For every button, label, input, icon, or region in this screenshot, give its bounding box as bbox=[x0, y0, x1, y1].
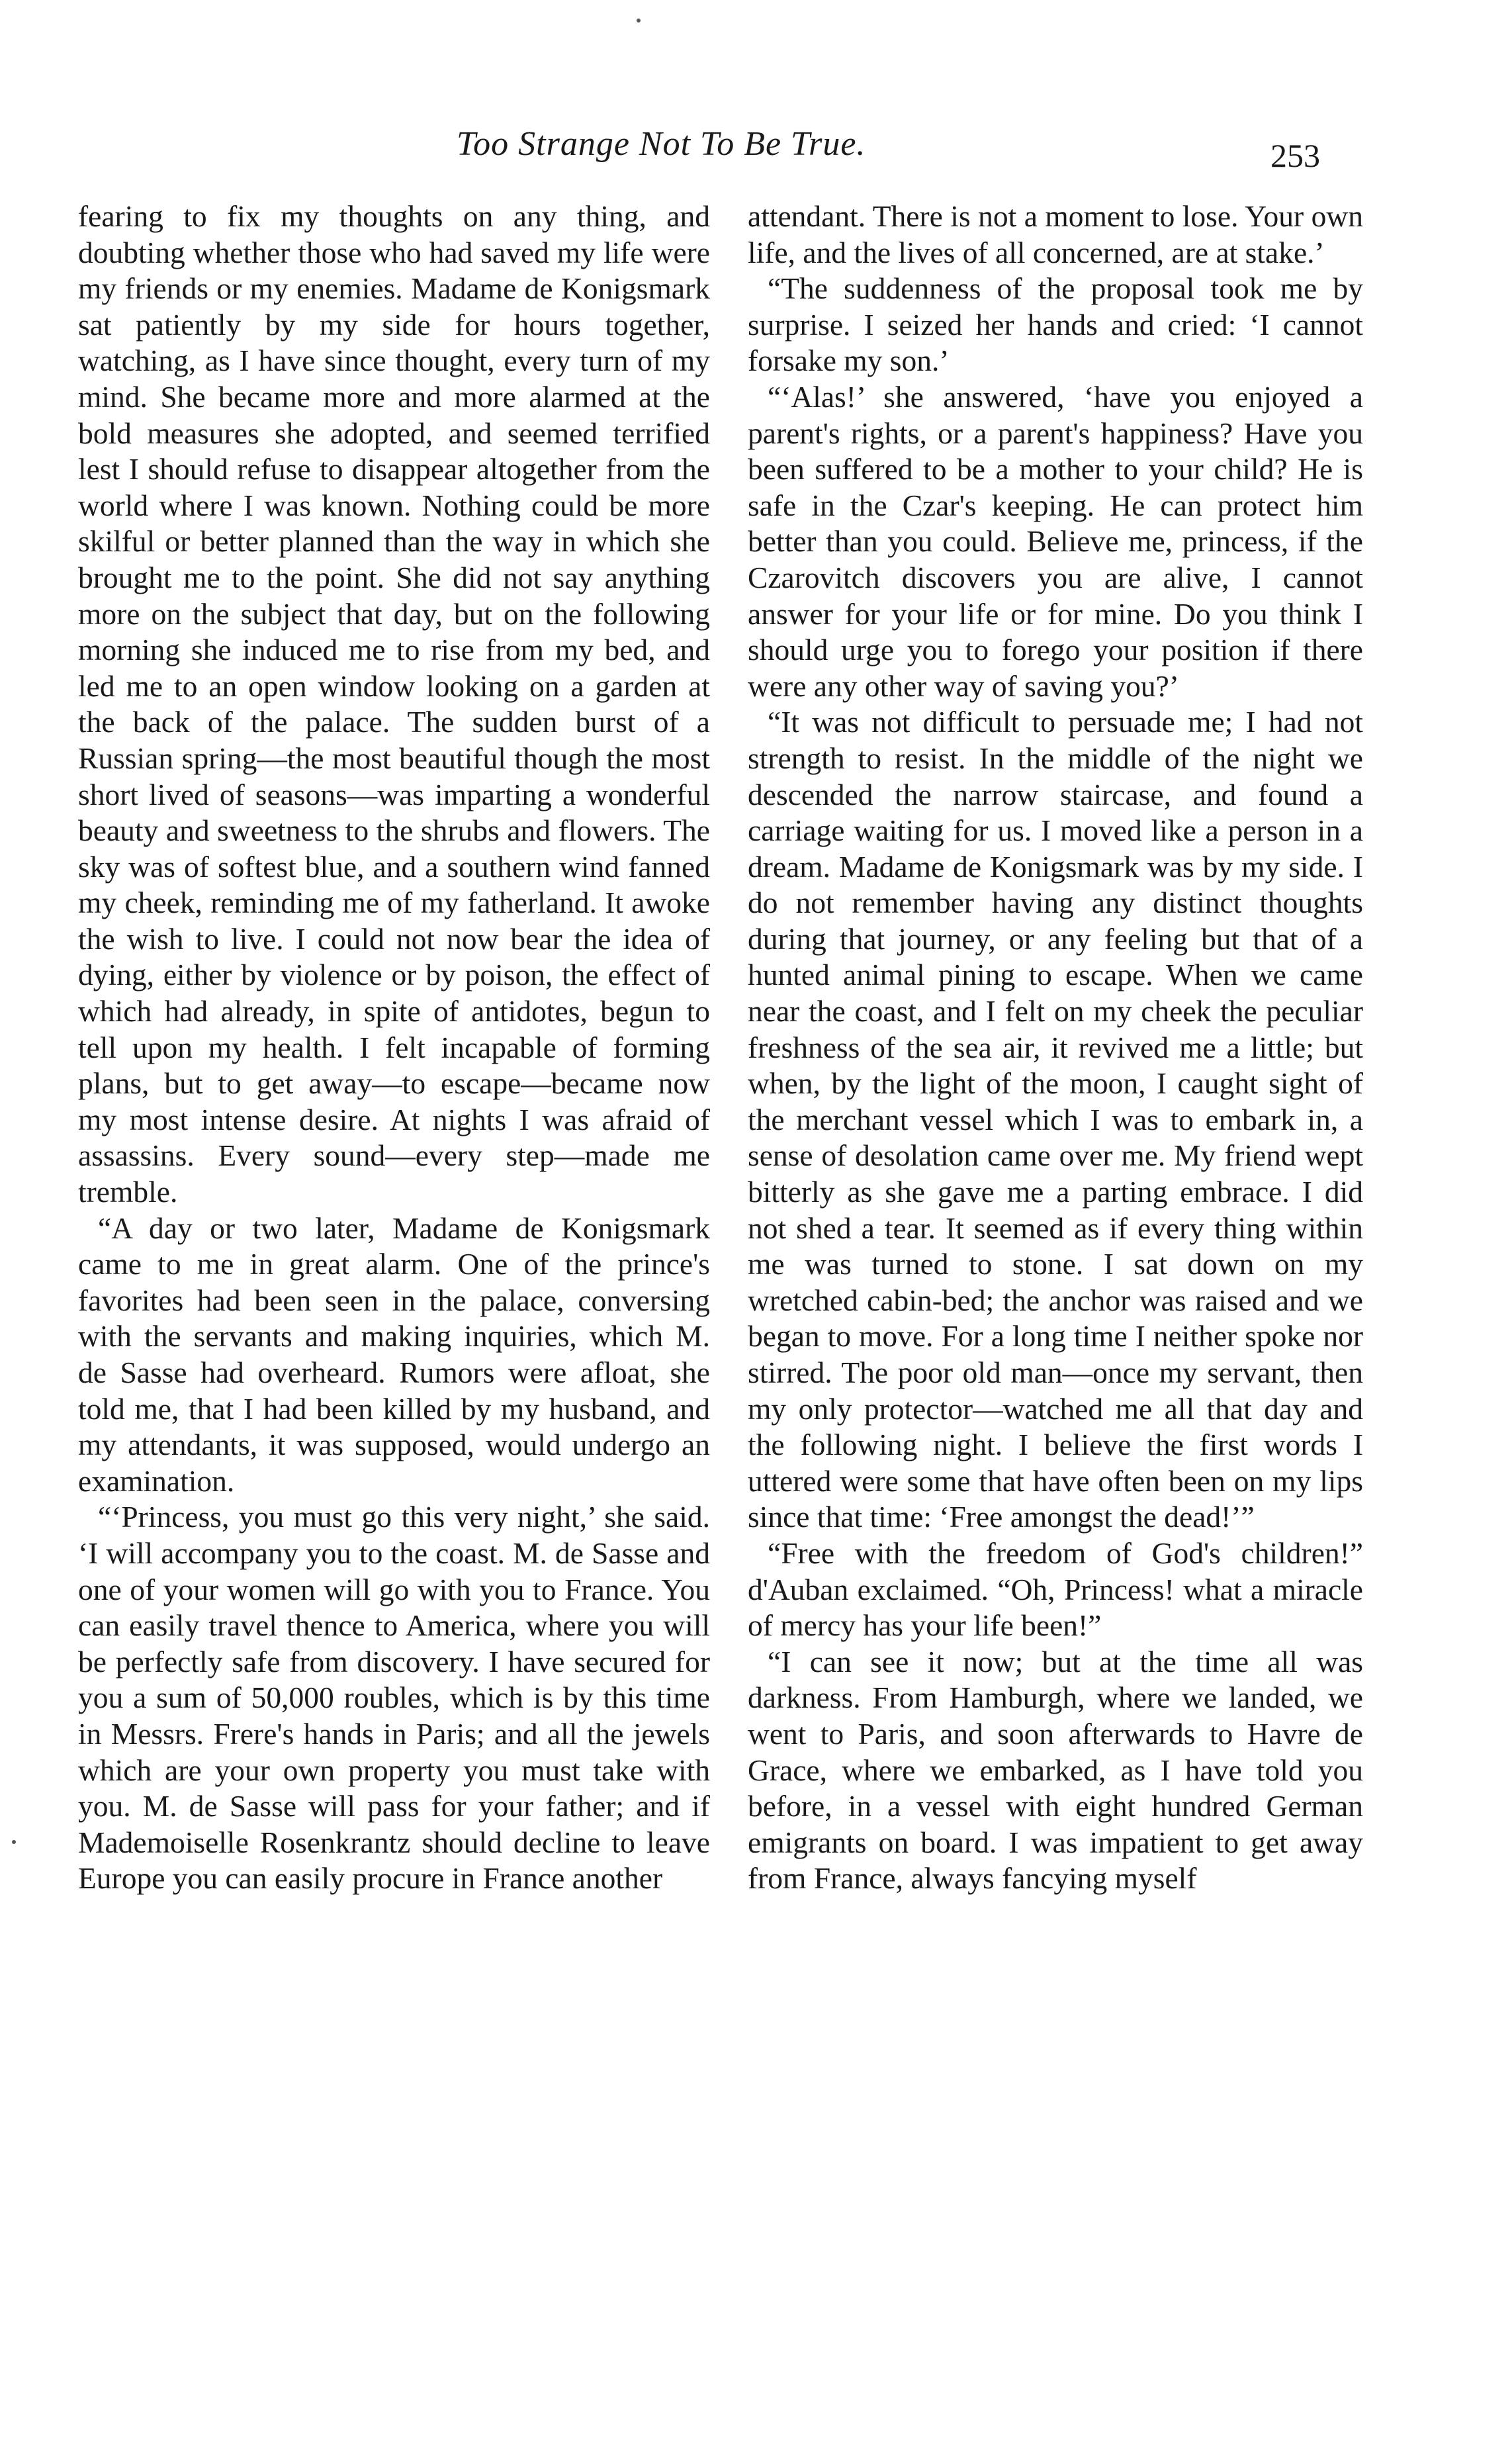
print-speck bbox=[12, 1840, 16, 1844]
paragraph: “I can see it now; but at the time all was darkness. From Hamburgh, where we landed, we went to Paris, and soon afterwards to Havre de Grace, where we embarked, as I have told you before, in a vessel with eight hundred German emigrants on board. I was impatient to get away from France, always fancying myself bbox=[748, 1644, 1363, 1896]
paragraph: “It was not difficult to persuade me; I had not strength to resist. In the middle of the night we descended the narrow staircase, and found a carriage waiting for us. I moved like a person in a dream. Madame de Konigsmark was by my side. I do not remember having any distinct thoughts during that journey, or any feeling but that of a hunted animal pining to escape. When we came near the coast, and I felt on my cheek the peculiar freshness of the sea air, it revived me a little; but when, by the light of the moon, I caught sight of the merchant vessel which I was to embark in, a sense of desolation came over me. My friend wept bitterly as she gave me a parting embrace. I did not shed a tear. It seemed as if every thing within me was turned to stone. I sat down on my wretched cabin-bed; the anchor was raised and we began to move. For a long time I neither spoke nor stirred. The poor old man—once my servant, then my only protector—watched me all that day and the following night. I believe the first words I uttered were some that have often been on my lips since that time: ‘Free amongst the dead!’” bbox=[748, 705, 1363, 1534]
paragraph: “‘Princess, you must go this very night,’ she said. ‘I will accompany you to the coast. M. de Sasse and one of your women will go with you to France. You can easily travel thence to America, where you will be perfectly safe from discovery. I have secured for you a sum of 50,000 roubles, which is by this time in Messrs. Frere's hands in Paris; and all the jewels which are your own property you must take with you. M. de Sasse will pass for your father; and if Mademoiselle Rosenkrantz should decline to leave Europe you can easily procure in France another bbox=[78, 1500, 710, 1896]
right-column bbox=[748, 199, 1363, 1897]
paragraph: “A day or two later, Madame de Konigsmark came to me in great alarm. One of the prince's favorites had been seen in the palace, conversing with the servants and making inquiries, which M. de Sasse had overheard. Rumors were afloat, she told me, that I had been killed by my husband, and my attendants, it was supposed, would undergo an examination. bbox=[78, 1211, 710, 1498]
paragraph: “Free with the freedom of God's children!” d'Auban exclaimed. “Oh, Princess! what a miracle of mercy has your life been!” bbox=[748, 1536, 1363, 1643]
paragraph: “‘Alas!’ she answered, ‘have you enjoyed a parent's rights, or a parent's happiness? Have you been suffered to be a mother to your child? He is safe in the Czar's keeping. He can protect him better than you could. Believe me, princess, if the Czarovitch discovers you are alive, I cannot answer for your life or for mine. Do you think I should urge you to forego your position if there were any other way of saving you?’ bbox=[748, 379, 1363, 703]
paragraph: “The suddenness of the proposal took me by surprise. I seized her hands and cried: ‘I cannot forsake my son.’ bbox=[748, 271, 1363, 378]
page-number: 253 bbox=[1270, 137, 1320, 174]
running-title: Too Strange Not To Be True. bbox=[457, 125, 866, 163]
print-speck bbox=[637, 19, 641, 23]
paragraph: attendant. There is not a moment to lose. Your own life, and the lives of all concerned, are at stake.’ bbox=[748, 199, 1363, 269]
paragraph: fearing to fix my thoughts on any thing, and doubting whether those who had saved my life were my friends or my enemies. Madame de Konigsmark sat patiently by my side for hours together, watching, as I have since thought, every turn of my mind. She became more and more alarmed at the bold measures she adopted, and seemed terrified lest I should refuse to disappear altogether from the world where I was known. Nothing could be more skilful or better planned than the way in which she brought me to the point. She did not say anything more on the subject that day, but on the following morning she induced me to rise from my bed, and led me to an open window looking on a garden at the back of the palace. The sudden burst of a Russian spring—the most beautiful though the most short lived of seasons—was imparting a wonderful beauty and sweetness to the shrubs and flowers. The sky was of softest blue, and a southern wind fanned my cheek, reminding me of my fatherland. It awoke the wish to live. I could not now bear the idea of dying, either by violence or by poison, the effect of which had already, in spite of antidotes, begun to tell upon my health. I felt incapable of forming plans, but to get away—to escape—became now my most intense desire. At nights I was afraid of assassins. Every sound—every step—made me tremble. bbox=[78, 199, 710, 1209]
running-head bbox=[0, 124, 1512, 177]
left-column bbox=[78, 199, 710, 1897]
